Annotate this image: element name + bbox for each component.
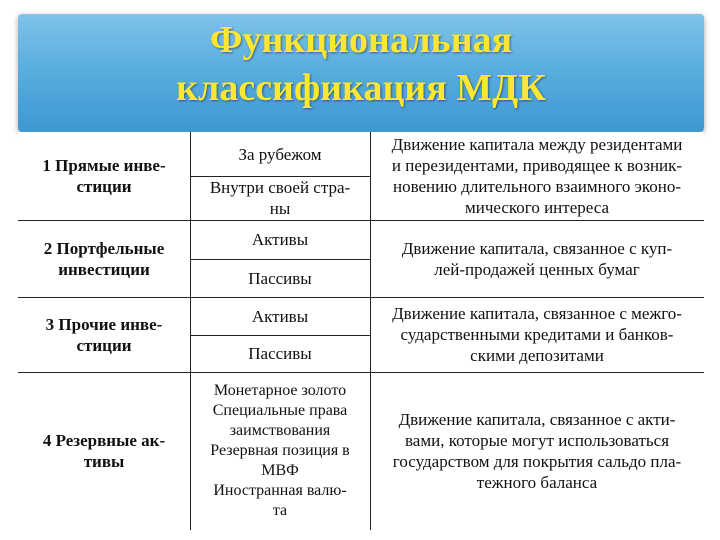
category-cell-direct [18,132,190,220]
sub-text-line: Внутри своей стра- [209,178,351,197]
description-line: тежного баланса [476,473,598,492]
title-line-2: классификация МДК [176,67,546,109]
sub-text-line: Резервная позиция в [210,442,350,459]
sub-text-line: Активы [251,306,309,326]
sub-text-line: МВФ [261,462,299,479]
category-text-line: тивы [83,452,125,471]
sub-text-line: Монетарное золото [213,382,347,399]
title-line-1: Функциональная [209,19,513,61]
sub-cell [190,372,370,530]
sub-text-line: За рубежом [238,144,322,164]
category-cell-portfolio [18,220,190,297]
description-line: государством для покрытия сальдо пла- [392,452,682,471]
category-text-line: 3 Прочие инве- [45,314,163,334]
sub-text-line: заимствования [229,422,331,439]
description-line: и перезидентами, приводящее к возник- [391,156,683,175]
sub-text-line: та [272,502,288,519]
category-text-line: стиции [76,177,132,196]
description-line: скими депозитами [470,346,604,365]
description-cell [370,372,704,530]
category-cell-reserve [18,372,190,530]
description-line: Движение капитала, связанное с акти- [398,410,676,429]
category-text-line: 1 Прямые инве- [42,156,166,175]
sub-text-line: ны [269,199,291,218]
sub-text-line: Активы [251,230,309,249]
category-cell-other [18,297,190,372]
category-text-line: 4 Резервные ак- [42,431,166,450]
sub-cell [190,259,370,297]
category-text-line: инвестиции [58,259,150,279]
description-line: Движение капитала, связанное с куп- [401,238,673,258]
description-line: лей-продажей ценных бумаг [434,259,640,279]
description-cell [370,297,704,372]
category-text-line: стиции [76,335,132,355]
sub-text-line: Пассивы [248,344,312,363]
description-cell [370,132,704,220]
slide-title [18,16,704,112]
classification-table [18,132,704,530]
sub-cell [190,297,370,335]
sub-cell [190,335,370,372]
description-line: Движение капитала между резидентами [391,135,683,154]
sub-cell [190,132,370,176]
sub-text-line: Пассивы [248,268,312,288]
description-cell [370,220,704,297]
sub-text-line: Иностранная валю- [213,482,347,499]
description-line: вами, которые могут использоваться [404,431,670,450]
description-line: новению длительного взаимного эконо- [392,177,682,196]
sub-text-line: Специальные права [212,402,348,419]
category-text-line: 2 Портфельные [43,238,165,258]
description-line: сударственными кредитами и банков- [400,325,674,344]
description-line: мического интереса [464,198,610,217]
sub-cell [190,220,370,259]
description-line: Движение капитала, связанное с межго- [392,304,682,323]
sub-cell [190,176,370,220]
